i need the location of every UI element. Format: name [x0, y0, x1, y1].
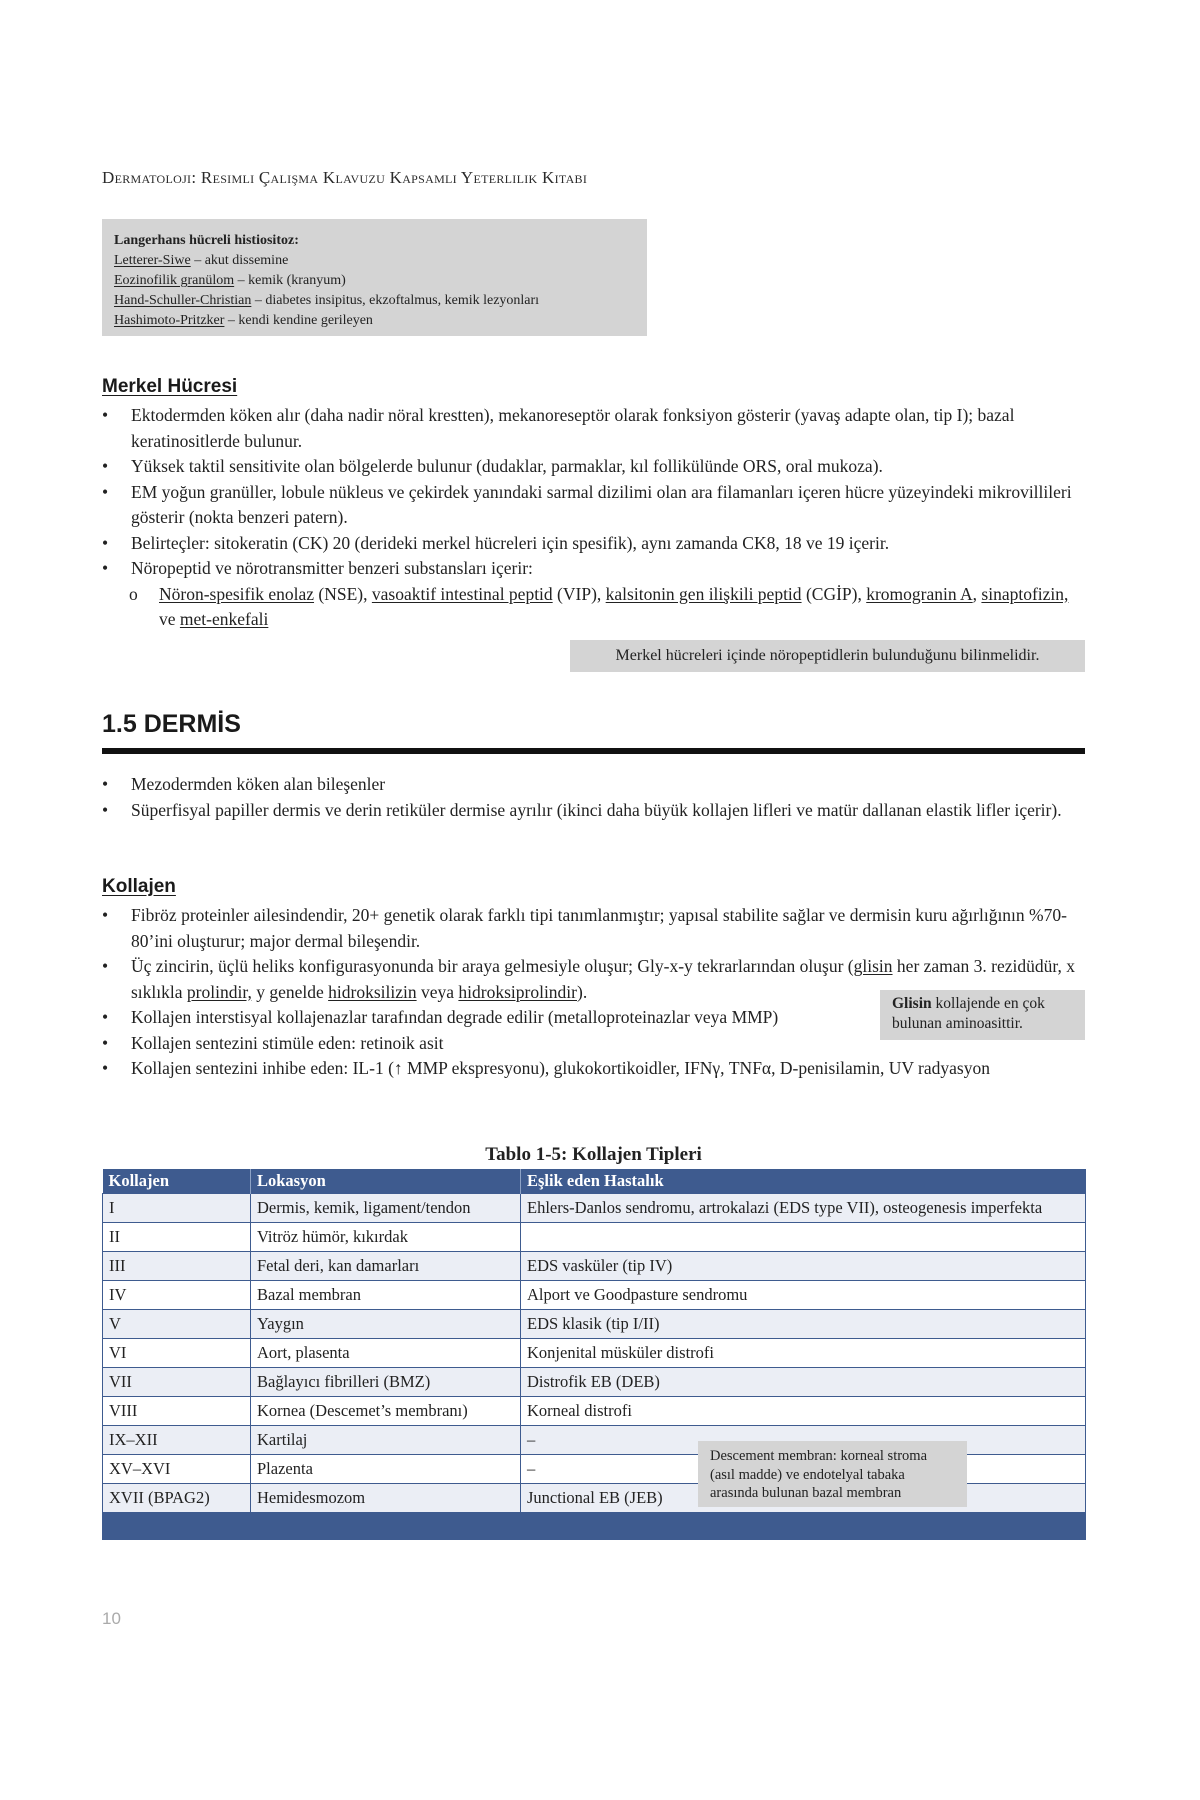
descemet-note: Descement membran: korneal stroma (asıl madde) ve endotelyal tabaka arasında bulunan bazal membran — [698, 1441, 967, 1507]
kollajen-bullet: • Kollajen interstisyal kollajenazlar tarafından degrade edilir (metalloproteinazlar veya MMP) — [102, 1005, 1085, 1031]
table-cell: – — [521, 1426, 1086, 1455]
table-cell: EDS vasküler (tip IV) — [521, 1252, 1086, 1281]
merkel-bullet: • EM yoğun granüller, lobule nükleus ve çekirdek yanındaki sarmal dizilimi olan ara filamanları içeren hücre yüzeyindeki mikrovillileri gösterir (nokta benzeri patern). — [102, 480, 1085, 531]
section-rule — [102, 748, 1085, 754]
section-heading-dermis: 1.5 DERMİS — [102, 710, 241, 738]
table-cell: Bağlayıcı fibrilleri (BMZ) — [251, 1368, 521, 1397]
table-cell — [521, 1223, 1086, 1252]
table-cell: Distrofik EB (DEB) — [521, 1368, 1086, 1397]
table-cell: VI — [103, 1339, 251, 1368]
table-row — [103, 1339, 1086, 1368]
table-row — [103, 1368, 1086, 1397]
column-header: Eşlik eden Hastalık — [521, 1169, 1086, 1194]
merkel-subitem: o Nöron-spesifik enolaz (NSE), vasoaktif intestinal peptid (VIP), kalsitonin gen ilişkili peptid (CGİP), kromogranin A, sinaptofizin, ve met-enkefali — [129, 583, 1069, 629]
table-cell: EDS klasik (tip I/II) — [521, 1310, 1086, 1339]
table-cell: I — [103, 1194, 251, 1223]
table-caption: Tablo 1-5: Kollajen Tipleri — [485, 1144, 702, 1165]
langerhans-box — [102, 219, 647, 336]
merkel-bullet: • Yüksek taktil sensitivite olan bölgelerde bulunur (dudaklar, parmaklar, kıl follikülünde ORS, oral mukoza). — [102, 454, 1085, 480]
table-cell: Aort, plasenta — [251, 1339, 521, 1368]
table-cell: Plazenta — [251, 1455, 521, 1484]
langerhans-item: Eozinofilik granülom – kemik (kranyum) — [114, 273, 346, 288]
page-number: 10 — [102, 1609, 121, 1628]
merkel-note: Merkel hücreleri içinde nöropeptidlerin bulunduğunu bilinmelidir. — [570, 640, 1085, 672]
table-cell: IV — [103, 1281, 251, 1310]
table-cell: Bazal membran — [251, 1281, 521, 1310]
table-row — [103, 1223, 1086, 1252]
merkel-heading: Merkel Hücresi — [102, 376, 238, 397]
table-row — [103, 1252, 1086, 1281]
table-cell: III — [103, 1252, 251, 1281]
column-header: Lokasyon — [251, 1169, 521, 1194]
table-cell: V — [103, 1310, 251, 1339]
table-cell: Yaygın — [251, 1310, 521, 1339]
merkel-bullet: • Nöropeptid ve nörotransmitter benzeri substansları içerir: — [102, 556, 1085, 582]
table-cell: VII — [103, 1368, 251, 1397]
table-cell: Dermis, kemik, ligament/tendon — [251, 1194, 521, 1223]
table-row — [103, 1397, 1086, 1426]
table-cell: Korneal distrofi — [521, 1397, 1086, 1426]
merkel-bullet: • Ektodermden köken alır (daha nadir nöral krestten), mekanoreseptör olarak fonksiyon gösterir (yavaş adapte olan, tip I); bazal keratinositlerde bulunur. — [102, 403, 1085, 454]
dermis-bullet: • Süperfisyal papiller dermis ve derin retiküler dermise ayrılır (ikinci daha büyük kollajen lifleri ve matür dallanan elastik lifler içerir). — [102, 798, 1085, 824]
table-footer-bar — [103, 1513, 1086, 1540]
langerhans-item: Hashimoto-Pritzker – kendi kendine gerileyen — [114, 313, 373, 328]
column-header: Kollajen — [103, 1169, 251, 1194]
langerhans-title: Langerhans hücreli histiositoz: — [114, 233, 299, 248]
table-row — [103, 1281, 1086, 1310]
table-cell: Ehlers-Danlos sendromu, artrokalazi (EDS type VII), osteogenesis imperfekta — [521, 1194, 1086, 1223]
table-cell: – — [521, 1455, 1086, 1484]
table-row — [103, 1310, 1086, 1339]
kollajen-bullet: • Kollajen sentezini stimüle eden: retinoik asit — [102, 1031, 1085, 1057]
running-header: Dermatoloji: Resimli Çalışma Klavuzu Kapsamlı Yeterlilik Kitabı — [102, 168, 588, 187]
kollajen-bullet: • Fibröz proteinler ailesindendir, 20+ genetik olarak farklı tipi tanımlanmıştır; yapısal stabilite sağlar ve dermisin kuru ağırlığının %70-80’ini oluşturur; major dermal bileşendir. — [102, 903, 1085, 954]
kollajen-bullet: • Üç zincirin, üçlü heliks konfigurasyonunda bir araya gelmesiyle oluşur; Gly-x-y tekrarlarından oluşur (glisin her zaman 3. rezidüdür, x sıklıkla prolindir, y genelde hidroksilizin veya hidroksiprolindir). — [102, 954, 1085, 1005]
langerhans-item: Hand-Schuller-Christian – diabetes insipitus, ekzoftalmus, kemik lezyonları — [114, 293, 540, 308]
kollajen-bullet: • Kollajen sentezini inhibe eden: IL-1 (↑ MMP ekspresyonu), glukokortikoidler, IFNγ, TNFα, D-penisilamin, UV radyasyon — [102, 1056, 1085, 1082]
table-cell: Junctional EB (JEB) — [521, 1484, 1086, 1513]
table-cell: Alport ve Goodpasture sendromu — [521, 1281, 1086, 1310]
table-cell: Kornea (Descemet’s membranı) — [251, 1397, 521, 1426]
table-cell: XV–XVI — [103, 1455, 251, 1484]
table-cell: VIII — [103, 1397, 251, 1426]
table-cell: Kartilaj — [251, 1426, 521, 1455]
table-cell: Hemidesmozom — [251, 1484, 521, 1513]
table-cell: XVII (BPAG2) — [103, 1484, 251, 1513]
merkel-section — [102, 403, 1085, 633]
table-cell: Konjenital müsküler distrofi — [521, 1339, 1086, 1368]
table-header-row — [103, 1169, 1086, 1194]
table-cell: Vitröz hümör, kıkırdak — [251, 1223, 521, 1252]
kollajen-heading: Kollajen — [102, 876, 176, 897]
dermis-section — [102, 772, 1085, 823]
table-cell: IX–XII — [103, 1426, 251, 1455]
table-cell: II — [103, 1223, 251, 1252]
dermis-bullet: • Mezodermden köken alan bileşenler — [102, 772, 1085, 798]
glisin-note: Glisin kollajende en çok bulunan aminoasittir. — [880, 990, 1085, 1040]
langerhans-item: Letterer-Siwe – akut dissemine — [114, 253, 289, 268]
table-row — [103, 1194, 1086, 1223]
table-cell: Fetal deri, kan damarları — [251, 1252, 521, 1281]
merkel-bullet: • Belirteçler: sitokeratin (CK) 20 (derideki merkel hücreleri için spesifik), aynı zamanda CK8, 18 ve 19 içerir. — [102, 531, 1085, 557]
